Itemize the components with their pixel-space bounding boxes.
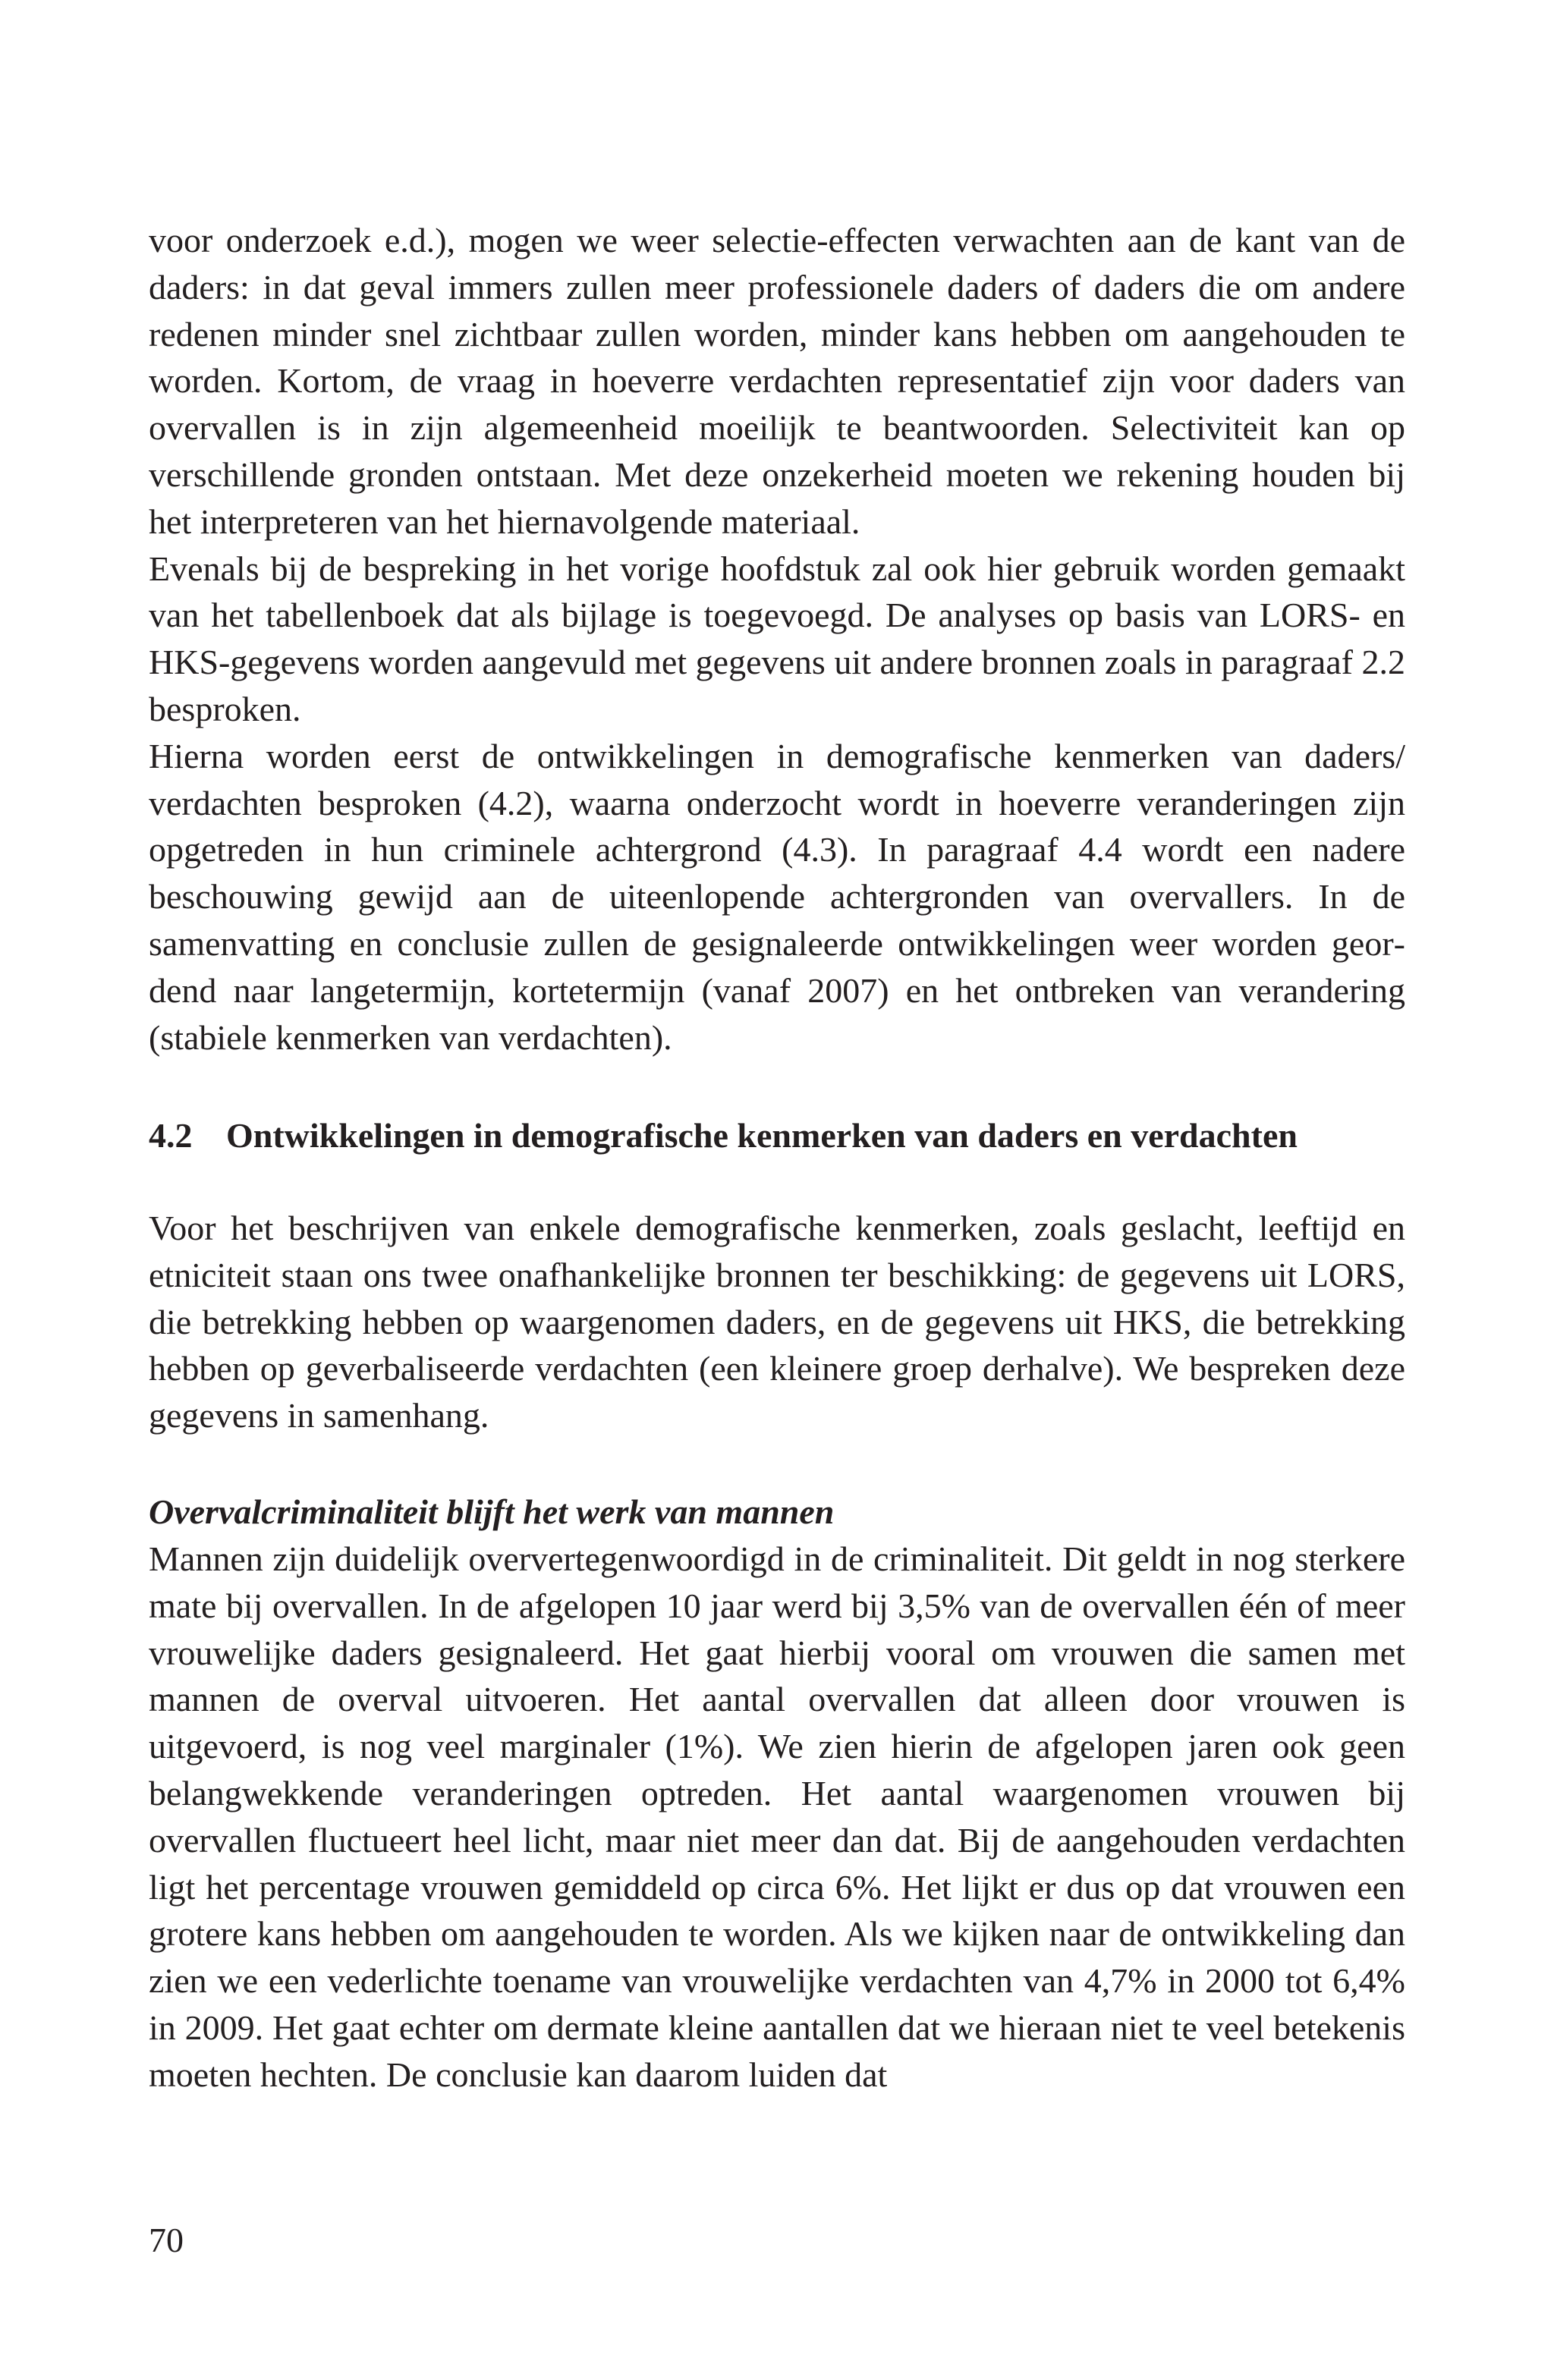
- section-heading: [149, 1109, 1405, 1162]
- section-title: Ontwikkelingen in demografische kenmerken van daders en verdachten: [226, 1116, 1298, 1155]
- subsection-body-paragraph: Mannen zijn duidelijk oververtegenwoordigd in de criminaliteit. Dit geldt in nog sterkere mate bij overvallen. In de afgelopen 10 jaar werd bij 3,5% van de overvallen één of meer vrouwelijke daders gesignaleerd. Het gaat hierbij vooral om vrouwen die samen met mannen de overval uitvoeren. Het aantal overvallen dat alleen door vrouwen is uitgevoerd, is nog veel marginaler (1%). We zien hierin de afgelopen jaren ook geen belangwekkende veranderingen optreden. Het aantal waargenomen vrouwen bij overvallen fluctueert heel licht, maar niet meer dan dat. Bij de aangehouden verdachten ligt het percentage vrouwen gemiddeld op circa 6%. Het lijkt er dus op dat vrouwen een grotere kans hebben om aangehouden te worden. Als we kijken naar de ontwikkeling dan zien we een vederlichte toename van vrouwelijke verdachten van 4,7% in 2000 tot 6,4% in 2009. Het gaat echter om dermate kleine aantallen dat we hieraan niet te veel betekenis moeten hechten. De conclusie kan daarom luiden dat: [149, 1539, 1405, 2094]
- page-number: 70: [149, 2221, 184, 2259]
- intro-paragraph: Hierna worden eerst de ontwikkelingen in demografische kenmerken van daders/​verdachten besproken (4.2), waarna onderzocht wordt in hoeverre veranderingen zijn opgetreden in hun criminele achtergrond (4.3). In paragraaf 4.4 wordt een nadere beschouwing gewijd aan de uiteenlopende achtergronden van overvallers. In de samenvatting en conclusie zullen de gesignaleerde ontwikkelingen weer worden geordend naar langetermijn, kortetermijn (vanaf 2007) en het ontbreken van verandering (stabiele kenmerken van verdachten).: [149, 736, 1405, 1057]
- intro-paragraph: Evenals bij de bespreking in het vorige hoofdstuk zal ook hier gebruik worden gemaakt van het tabellenboek dat als bijlage is toegevoegd. De analyses op basis van LORS- en HKS-gegevens worden aangevuld met gegevens uit andere bronnen zoals in paragraaf 2.2 besproken.: [149, 549, 1405, 728]
- subsection-heading: Overvalcriminaliteit blijft het werk van mannen: [149, 1492, 835, 1531]
- intro-paragraph: voor onderzoek e.d.), mogen we weer selectie-effecten verwachten aan de kant van de daders: in dat geval immers zullen meer professionele daders of daders die om andere redenen minder snel zichtbaar zullen worden, minder kans hebben om aangehouden te worden. Kortom, de vraag in hoeverre verdachten representatief zijn voor daders van overvallen is in zijn algemeenheid moeilijk te beantwoorden. Selectiviteit kan op verschillende gronden ontstaan. Met deze onzekerheid moeten we rekening houden bij het interpreteren van het hiernavolgende materiaal.: [149, 221, 1405, 541]
- intro-text: [149, 217, 1405, 1061]
- section-number: 4.2: [149, 1116, 193, 1155]
- section-intro-paragraph: Voor het beschrijven van enkele demografische kenmerken, zoals geslacht, leeftijd en etniciteit staan ons twee onafhankelijke bronnen ter beschikking: de gegevens uit LORS, die betrekking hebben op waargenomen daders, en de gegevens uit HKS, die betrekking hebben op geverbaliseerde verdachten (een kleinere groep derhalve). We bespreken deze gegevens in samenhang.: [149, 1209, 1405, 1435]
